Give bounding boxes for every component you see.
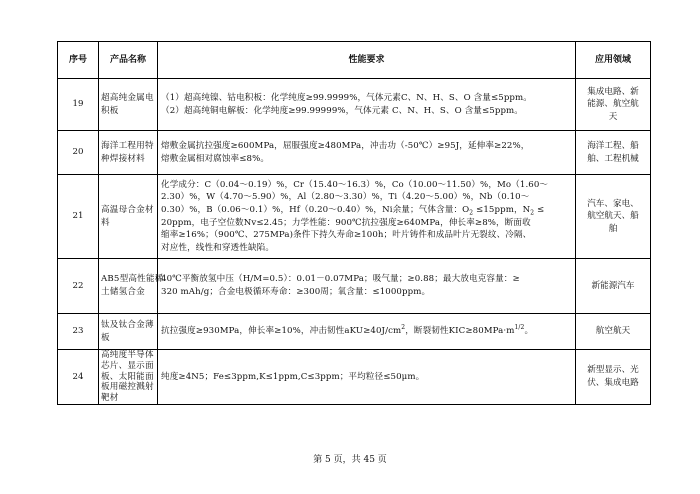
product-name-line: 种焊接材料 (101, 153, 145, 164)
product-name-line: 土储氢合金 (101, 287, 145, 297)
product-name (99, 259, 164, 314)
row-number: 20 (58, 131, 99, 175)
performance-requirements (158, 350, 576, 405)
oxygen-subscript: 2 (469, 209, 474, 217)
product-name-line: 超高纯金属电 (101, 92, 154, 103)
spec-line: 20ppm，电子空位数Nv≤2.45；力学性能：900℃抗拉强度≥640MPa，伸长率≥8%，断面收 (161, 217, 531, 228)
spec-line: 320 mAh/g；合金电极循环寿命：≥300周；氧含量：≤1000ppm。 (161, 287, 431, 297)
row-number: 23 (58, 314, 99, 350)
spec-line: 熔敷金属抗拉强度≥600MPa，屈服强度≥480MPa，冲击功（-50℃）≥95J，延伸率≥22%， (161, 140, 530, 151)
performance-requirements (158, 259, 576, 314)
application-field (576, 350, 651, 405)
spec-line: （2）超高纯铜电解板：化学纯度≥99.99999%，气体元素 C、N、H、S、O 含量≤5ppm。 (161, 105, 523, 116)
spec-line: 化学成分：C（0.04～0.19）%，Cr（15.40～16.3）%，Co（10.00～11.50）%，Mo（1.60～ (161, 179, 549, 190)
spec-line: 对应性，线性和穿透性缺陷。 (161, 242, 275, 253)
spec-line: 缩率≥16%；（900℃、275MPa)条件下持久寿命≥100h；叶片铸件和成品叶片无裂纹、冷隔、 (161, 230, 532, 241)
product-name-line: AB5型高性能稀 (101, 274, 164, 285)
app-line: 天 (608, 111, 618, 122)
table-header-row (58, 42, 651, 79)
performance-requirements (158, 79, 576, 131)
spec-text: ，断裂韧性KIC≥80MPa·m (405, 326, 515, 337)
spec-text: 0.30）%，B（0.06～0.1）%，Hf（0.20～0.40）%，Ni余量；气体含量：O (161, 204, 470, 215)
document-table-container (57, 41, 650, 405)
product-name (99, 175, 158, 259)
app-line: 新能源汽车 (591, 280, 635, 291)
spec-line: （1）超高纯镍、钴电积板：化学纯度≥99.9999%，气体元素C、N、H、S、O 含量≤5ppm。 (161, 92, 532, 103)
row-number: 19 (58, 79, 99, 131)
table-row (58, 350, 651, 405)
table-row (58, 175, 651, 259)
product-name-line: 钛及钛合金薄 (101, 319, 154, 330)
application-field (576, 131, 651, 175)
app-line: 航空航天、船 (587, 211, 639, 222)
product-name-line: 板、太阳能面 (101, 371, 154, 382)
spec-line: 2.30）%，W（4.70～5.90）%，Al（2.80～3.30）%，Ti（4.20～5.00）%，Nb（0.10～ (161, 192, 530, 203)
app-line: 海洋工程、船 (587, 140, 639, 151)
product-name-line: 海洋工程用特 (101, 140, 154, 151)
spec-line: 40℃平衡放氢中压（H/M=0.5）：0.01－0.07MPa；吸气量；≥0.88；最大放电克容量：≥ (161, 274, 520, 285)
app-line: 能源、航空航 (587, 99, 639, 110)
product-name-line: 靶材 (101, 393, 119, 404)
spec-text: ≤ (534, 204, 545, 215)
spec-text: 抗拉强度≥930MPa，伸长率≥10%，冲击韧性aKU≥40J/cm (161, 326, 402, 337)
product-name-line: 板用磁控溅射 (101, 382, 154, 393)
spec-line (161, 204, 573, 217)
product-name (99, 350, 158, 405)
performance-requirements (158, 314, 576, 350)
row-number: 21 (58, 175, 99, 259)
table-row (58, 259, 651, 314)
row-number: 24 (58, 350, 99, 405)
header-no: 序号 (58, 42, 99, 79)
product-name-line: 板 (101, 332, 110, 343)
spec-line (161, 325, 573, 338)
product-name (99, 131, 158, 175)
nitrogen-subscript: 2 (530, 209, 535, 217)
app-line: 舶、工程机械 (587, 153, 639, 164)
superscript: 2 (401, 324, 406, 332)
product-name (99, 314, 158, 350)
application-field (576, 314, 651, 350)
header-performance-requirements: 性能要求 (158, 42, 576, 79)
product-name-line: 芯片、显示面 (101, 360, 154, 371)
performance-requirements (158, 131, 576, 175)
app-line: 新型显示、光 (587, 365, 639, 376)
product-spec-table (57, 41, 651, 405)
table-row (58, 314, 651, 350)
spec-line: 纯度≥4N5；Fe≤3ppm,K≤1ppm,C≤3ppm；平均粒径≤50μm。 (161, 371, 425, 382)
app-line: 集成电路、新 (587, 86, 639, 97)
product-name (99, 79, 158, 131)
table-row (58, 131, 651, 175)
spec-text: ≤15ppm，N (473, 204, 531, 215)
application-field (576, 175, 651, 259)
performance-requirements (158, 175, 576, 259)
app-line: 汽车、家电、 (587, 198, 639, 209)
product-name-line: 料 (101, 217, 110, 228)
header-product-name: 产品名称 (99, 42, 158, 79)
spec-line: 熔敷金属相对腐蚀率≤8%。 (161, 153, 270, 164)
app-line: 伏、集成电路 (587, 378, 639, 388)
superscript: 1/2 (514, 324, 525, 332)
app-line: 舶 (608, 223, 618, 234)
application-field (576, 259, 651, 314)
application-field (576, 79, 651, 131)
row-number: 22 (58, 259, 99, 314)
app-line: 航空航天 (595, 326, 631, 337)
header-application-field: 应用领域 (576, 42, 651, 79)
product-name-line: 高纯度半导体 (101, 350, 154, 360)
spec-text: 。 (524, 326, 534, 337)
page-footer: 第 5 页，共 45 页 (313, 455, 387, 465)
product-name-line: 积板 (101, 105, 119, 116)
table-row (58, 79, 651, 131)
product-name-line: 高温母合金材 (101, 204, 154, 215)
